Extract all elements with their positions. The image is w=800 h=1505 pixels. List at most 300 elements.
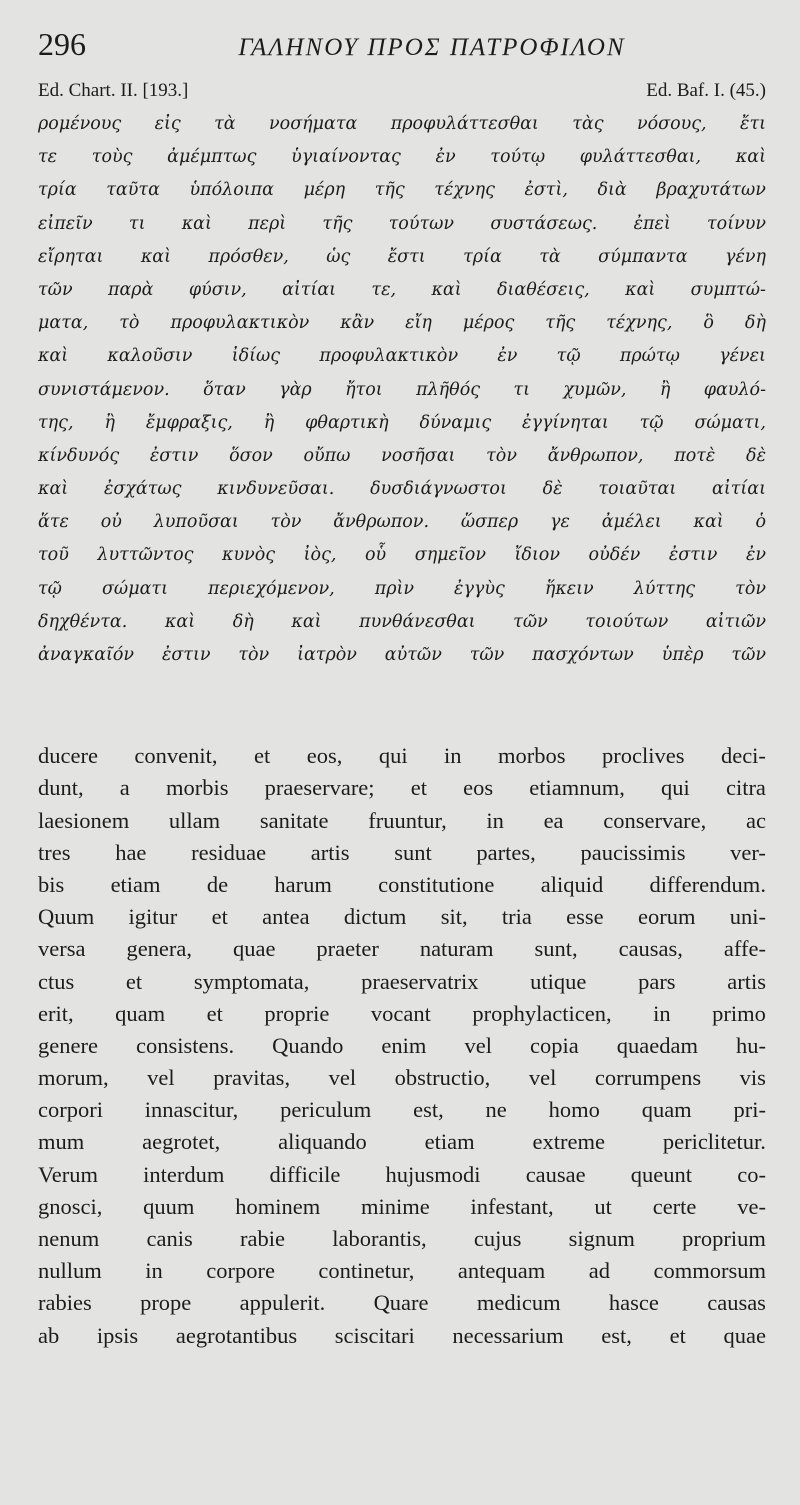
- greek-text-line: [38, 440, 766, 473]
- word: citra: [725, 775, 766, 801]
- word: ἥκειν: [544, 578, 594, 599]
- word: versa: [38, 936, 86, 962]
- word: αἰτιῶν: [705, 611, 766, 632]
- word: causas,: [618, 936, 683, 962]
- greek-text-line: [38, 307, 766, 340]
- word: τε: [38, 147, 58, 168]
- word: dunt,: [38, 775, 84, 801]
- word: ἐσχάτως: [103, 479, 182, 500]
- word: artis: [310, 839, 350, 865]
- word: ποτὲ: [674, 445, 716, 466]
- latin-text-line: [38, 1255, 766, 1287]
- word: uni-: [729, 904, 766, 930]
- word: καὶ: [431, 279, 462, 300]
- word: δὴ: [232, 611, 254, 632]
- latin-text-line: [38, 1030, 766, 1062]
- word: τι: [128, 213, 146, 234]
- word: τὸν: [486, 445, 517, 466]
- word: vel: [328, 1065, 357, 1091]
- word: ἰὸς,: [303, 545, 337, 566]
- word: ἢ: [263, 412, 275, 433]
- word: δὴ: [744, 313, 766, 334]
- word: δὲ: [542, 479, 563, 500]
- word: aegrotet,: [142, 1129, 221, 1155]
- word: Quare: [373, 1290, 429, 1316]
- word: ctus: [38, 968, 75, 994]
- word: in: [444, 743, 462, 769]
- word: hu-: [736, 1032, 766, 1058]
- word: τοιούτων: [585, 611, 669, 632]
- word: νοσήματα: [269, 114, 358, 134]
- word: εἴη: [405, 313, 432, 334]
- word: προφυλακτικὸν: [319, 346, 459, 367]
- word: τῆς: [374, 180, 405, 201]
- word: innascitur,: [144, 1097, 239, 1123]
- word: praeservatrix: [361, 968, 479, 994]
- word: τούτων: [388, 213, 455, 234]
- word: κυνὸς: [222, 545, 276, 566]
- word: harum: [274, 871, 332, 897]
- word: τῷ: [38, 578, 62, 599]
- greek-text-line: [38, 141, 766, 174]
- word: copia: [529, 1032, 579, 1058]
- word: σώματι: [101, 578, 168, 599]
- word: ἐν: [435, 147, 456, 168]
- word: necessarium: [452, 1322, 564, 1348]
- word: καὶ: [140, 246, 171, 267]
- word: τῆς: [545, 313, 576, 334]
- word: εἰς: [154, 114, 181, 134]
- word: διαθέσεις,: [496, 279, 590, 300]
- latin-text-line: [38, 869, 766, 901]
- latin-text-line: [38, 1126, 766, 1158]
- word: extreme: [532, 1129, 605, 1155]
- word: enim: [381, 1032, 427, 1058]
- word: τι: [513, 379, 530, 400]
- word: Quum: [38, 904, 95, 930]
- word: vel: [528, 1065, 557, 1091]
- word: τῶν: [513, 611, 548, 632]
- word: τὰ: [214, 114, 236, 134]
- word: et: [669, 1322, 686, 1348]
- word: καὶ: [693, 512, 724, 533]
- word: ver-: [730, 839, 766, 865]
- word: periclitetur.: [662, 1129, 766, 1155]
- word: ὅταν: [203, 379, 246, 400]
- word: ὑπὲρ: [661, 645, 704, 665]
- word: est,: [601, 1322, 632, 1348]
- word: difficile: [269, 1161, 341, 1187]
- word: fruuntur,: [368, 807, 447, 833]
- word: σύμπαντα: [598, 246, 688, 267]
- word: rabie: [240, 1226, 285, 1251]
- word: δύναμις: [419, 412, 492, 433]
- latin-text-line: [38, 805, 766, 837]
- greek-text-line: [38, 506, 766, 539]
- word: ἐστιν: [161, 645, 211, 665]
- word: τρία: [463, 246, 502, 267]
- greek-text-line: [38, 174, 766, 207]
- word: aliquid: [540, 871, 604, 897]
- word: morbos: [498, 743, 566, 769]
- word: αὐτῶν: [384, 645, 442, 665]
- word: γε: [550, 512, 570, 533]
- word: τὸν: [270, 512, 302, 533]
- word: quae: [723, 1322, 766, 1348]
- word: antequam: [457, 1258, 546, 1284]
- word: laborantis,: [332, 1226, 427, 1251]
- word: continetur,: [318, 1258, 415, 1284]
- word: ἀμέμπτως: [167, 147, 257, 168]
- word: ἐγγίνηται: [522, 412, 609, 433]
- word: λύττης: [633, 578, 696, 599]
- word: τῶν: [731, 645, 766, 665]
- word: in: [486, 807, 504, 833]
- word: bis: [38, 871, 65, 897]
- word: nenum: [38, 1226, 100, 1251]
- word: vel: [464, 1032, 492, 1058]
- word: co-: [737, 1161, 766, 1187]
- latin-text-line: [38, 966, 766, 998]
- latin-text-line: [38, 740, 766, 772]
- word: τοῦ: [38, 545, 69, 566]
- word: ἄνθρωπον.: [333, 512, 430, 533]
- word: οὐδέν: [588, 545, 641, 566]
- word: προφυλακτικὸν: [170, 313, 310, 334]
- latin-text-line: [38, 1159, 766, 1191]
- word: νόσους,: [636, 114, 707, 134]
- word: etiam: [424, 1129, 475, 1155]
- word: ἢ: [659, 379, 671, 400]
- word: vocant: [370, 1000, 431, 1026]
- word: νοσῆσαι: [381, 445, 456, 466]
- word: queunt: [630, 1161, 693, 1187]
- word: ἅτε: [38, 512, 69, 533]
- word: ἀναγκαῖόν: [38, 645, 135, 665]
- word: tres: [38, 839, 71, 865]
- word: τέχνης: [434, 180, 495, 201]
- word: οὐ: [100, 512, 122, 533]
- edition-basel: Ed. Baf. I. (45.): [646, 80, 766, 101]
- word: proprie: [264, 1000, 330, 1026]
- word: eorum: [637, 904, 696, 930]
- word: κἂν: [340, 313, 375, 334]
- word: partes,: [476, 839, 536, 865]
- word: vel: [147, 1065, 175, 1091]
- word: ἐν: [745, 545, 766, 566]
- word: erit,: [38, 1000, 74, 1026]
- latin-text-line: [38, 1191, 766, 1223]
- word: ἐστιν: [668, 545, 718, 566]
- word: hominem: [235, 1193, 321, 1219]
- word: καὶ: [181, 213, 212, 234]
- word: paucissimis: [580, 839, 686, 865]
- word: praeservare;: [264, 775, 375, 801]
- word: conservare,: [603, 807, 707, 833]
- word: καὶ: [625, 279, 656, 300]
- word: ἰδίως: [231, 346, 281, 367]
- greek-text-line: [38, 573, 766, 606]
- word: ὡς: [326, 246, 351, 267]
- word: πρώτῳ: [619, 346, 680, 367]
- word: causae: [525, 1161, 586, 1187]
- word: et: [410, 775, 427, 801]
- word: quam: [115, 1000, 166, 1026]
- word: aegrotantibus: [175, 1322, 298, 1348]
- word: ὃ: [703, 313, 714, 334]
- word: γὰρ: [279, 379, 312, 400]
- word: artis: [727, 968, 766, 994]
- word: προφυλάττεσθαι: [390, 114, 539, 134]
- word: qui: [378, 743, 408, 769]
- word: ullam: [168, 807, 221, 833]
- word: corpore: [206, 1258, 275, 1284]
- word: ab: [38, 1322, 60, 1348]
- word: eos,: [306, 743, 343, 769]
- word: σώματι,: [694, 412, 766, 433]
- word: φυλάττεσθαι,: [579, 147, 702, 168]
- word: periculum: [280, 1097, 372, 1123]
- word: cujus: [473, 1226, 522, 1251]
- word: πρὶν: [374, 578, 415, 599]
- greek-text-line: [38, 274, 766, 307]
- word: καὶ: [164, 611, 196, 632]
- word: proclives: [602, 743, 685, 769]
- word: et: [211, 904, 228, 930]
- word: nullum: [38, 1258, 102, 1284]
- word: ἐγγὺς: [454, 578, 505, 599]
- word: συμπτώ-: [690, 279, 766, 300]
- word: proprium: [682, 1226, 766, 1251]
- word: τὸ: [119, 313, 140, 334]
- word: ἔτι: [740, 114, 766, 134]
- word: homo: [548, 1097, 600, 1123]
- word: φύσιν,: [188, 279, 247, 300]
- word: τούτῳ: [490, 147, 546, 168]
- word: πυνθάνεσθαι: [359, 611, 476, 632]
- word: καὶ: [291, 611, 322, 632]
- word: appulerit.: [239, 1290, 326, 1316]
- word: μέρη: [303, 180, 346, 201]
- word: Quando: [272, 1032, 344, 1058]
- word: ἤτοι: [345, 379, 383, 400]
- word: τε,: [371, 279, 397, 300]
- word: χυμῶν,: [563, 379, 627, 400]
- word: signum: [568, 1226, 635, 1251]
- word: τὰ: [539, 246, 561, 267]
- word: τῆς: [322, 213, 353, 234]
- word: συνιστάμενον.: [38, 379, 170, 400]
- word: ne: [485, 1097, 507, 1123]
- word: tria: [501, 904, 532, 930]
- word: γένη: [725, 246, 766, 267]
- word: ἢ: [104, 412, 115, 433]
- word: πλῆθός: [416, 379, 481, 400]
- word: quae: [232, 936, 276, 962]
- word: τὸν: [238, 645, 270, 665]
- word: αἰτίαι: [712, 479, 766, 500]
- word: ἰατρὸν: [297, 645, 357, 665]
- greek-text-line: [38, 374, 766, 407]
- word: igitur: [128, 904, 178, 930]
- word: rabies: [38, 1290, 92, 1316]
- latin-text-line: [38, 837, 766, 869]
- word: affe-: [723, 936, 766, 962]
- word: pri-: [733, 1097, 766, 1123]
- word: corpori: [38, 1097, 103, 1123]
- word: ὥσπερ: [460, 512, 519, 533]
- greek-text-line: [38, 108, 766, 141]
- word: de: [206, 871, 229, 897]
- word: παρὰ: [107, 279, 154, 300]
- word: genere: [38, 1032, 98, 1058]
- word: sanitate: [259, 807, 329, 833]
- word: ac: [745, 807, 766, 833]
- word: καὶ: [38, 346, 69, 367]
- word: hasce: [608, 1290, 659, 1316]
- word: καὶ: [735, 147, 766, 168]
- word: φθαρτικὴ: [305, 412, 389, 433]
- edition-chartier: Ed. Chart. II. [193.]: [38, 80, 189, 101]
- word: et: [254, 743, 271, 769]
- word: pars: [638, 968, 676, 994]
- running-title: ΓΑΛΗΝΟΥ ΠΡΟΣ ΠΑΤΡΟΦΙΛΟΝ: [238, 34, 626, 61]
- latin-text-block: [38, 740, 766, 1352]
- greek-text-block: [38, 108, 766, 672]
- word: πρόσθεν,: [208, 246, 289, 267]
- word: ἐπεὶ: [633, 213, 671, 234]
- word: ἄνθρωπον,: [547, 445, 644, 466]
- page-number: 296: [38, 26, 86, 62]
- word: etiam: [110, 871, 161, 897]
- word: περιεχόμενον,: [207, 578, 335, 599]
- word: τοὺς: [91, 147, 133, 168]
- latin-text-line: [38, 901, 766, 933]
- word: interdum: [143, 1161, 225, 1187]
- word: deci-: [720, 743, 766, 769]
- word: sunt: [394, 839, 432, 865]
- word: symptomata,: [193, 968, 310, 994]
- word: est,: [413, 1097, 444, 1123]
- word: της,: [38, 412, 74, 433]
- edition-line: [38, 74, 766, 108]
- word: ducere: [38, 743, 98, 769]
- word: δυσδιάγνωστοι: [370, 479, 507, 500]
- word: genera,: [126, 936, 193, 962]
- word: ea: [543, 807, 564, 833]
- latin-text-line: [38, 998, 766, 1030]
- word: τρία: [38, 180, 77, 201]
- word: qui: [661, 775, 690, 801]
- word: πασχόντων: [532, 645, 634, 665]
- word: quaedam: [616, 1032, 698, 1058]
- latin-text-line: [38, 1062, 766, 1094]
- word: sunt,: [534, 936, 578, 962]
- word: esse: [566, 904, 604, 930]
- word: διὰ: [597, 180, 627, 201]
- latin-text-line: [38, 1287, 766, 1319]
- word: et: [206, 1000, 223, 1026]
- word: differendum.: [649, 871, 766, 897]
- word: βραχυτάτων: [656, 180, 766, 201]
- word: naturam: [419, 936, 494, 962]
- word: praeter: [316, 936, 379, 962]
- word: ἐν: [497, 346, 518, 367]
- word: καλοῦσιν: [107, 346, 193, 367]
- word: convenit,: [134, 743, 218, 769]
- word: ad: [588, 1258, 611, 1284]
- word: εἰπεῖν: [38, 213, 93, 234]
- word: causas: [707, 1290, 766, 1316]
- word: mum: [38, 1129, 85, 1155]
- word: a: [119, 775, 130, 801]
- word: ἔστι: [387, 246, 426, 267]
- word: medicum: [476, 1290, 561, 1316]
- word: canis: [146, 1226, 193, 1251]
- word: aliquando: [278, 1129, 367, 1155]
- word: et: [125, 968, 143, 994]
- word: vis: [739, 1065, 766, 1091]
- word: gnosci,: [38, 1193, 103, 1219]
- word: ματα,: [38, 313, 89, 334]
- word: οὗ: [365, 545, 387, 566]
- word: ἀμέλει: [601, 512, 662, 533]
- word: αἰτίαι: [282, 279, 337, 300]
- word: laesionem: [38, 807, 130, 833]
- word: in: [653, 1000, 671, 1026]
- word: ἔμφραξις,: [145, 412, 233, 433]
- word: hujusmodi: [385, 1161, 481, 1187]
- running-head: [38, 26, 766, 74]
- word: ἐστιν: [149, 445, 199, 466]
- word: quam: [641, 1097, 692, 1123]
- word: κίνδυνός: [38, 445, 120, 466]
- word: dictum: [343, 904, 407, 930]
- word: τοιαῦται: [598, 479, 677, 500]
- latin-text-line: [38, 1320, 766, 1352]
- word: primo: [712, 1000, 766, 1026]
- word: quum: [143, 1193, 195, 1219]
- greek-text-line: [38, 208, 766, 241]
- word: τὰς: [572, 114, 604, 134]
- word: ὅσον: [229, 445, 273, 466]
- word: οὔπω: [303, 445, 351, 466]
- greek-text-line: [38, 473, 766, 506]
- word: consistens.: [135, 1032, 235, 1058]
- word: hae: [115, 839, 147, 865]
- word: καὶ: [38, 479, 69, 500]
- word: περὶ: [248, 213, 287, 234]
- word: ρομένους: [38, 114, 122, 134]
- greek-text-line: [38, 241, 766, 274]
- word: συστάσεως.: [490, 213, 598, 234]
- word: τέχνης,: [606, 313, 673, 334]
- word: λυττῶντος: [97, 545, 194, 566]
- word: utique: [530, 968, 587, 994]
- latin-text-line: [38, 1223, 766, 1255]
- word: ὁ: [755, 512, 766, 533]
- latin-text-line: [38, 933, 766, 965]
- word: ὑπόλοιπα: [189, 180, 274, 201]
- word: μέρος: [462, 313, 515, 334]
- word: κινδυνεῦσαι.: [217, 479, 335, 500]
- word: τὸν: [735, 578, 766, 599]
- word: δηχθέντα.: [38, 611, 128, 632]
- word: sciscitari: [334, 1322, 415, 1348]
- word: τῶν: [38, 279, 73, 300]
- word: ve-: [737, 1193, 766, 1219]
- word: obstructio,: [394, 1065, 491, 1091]
